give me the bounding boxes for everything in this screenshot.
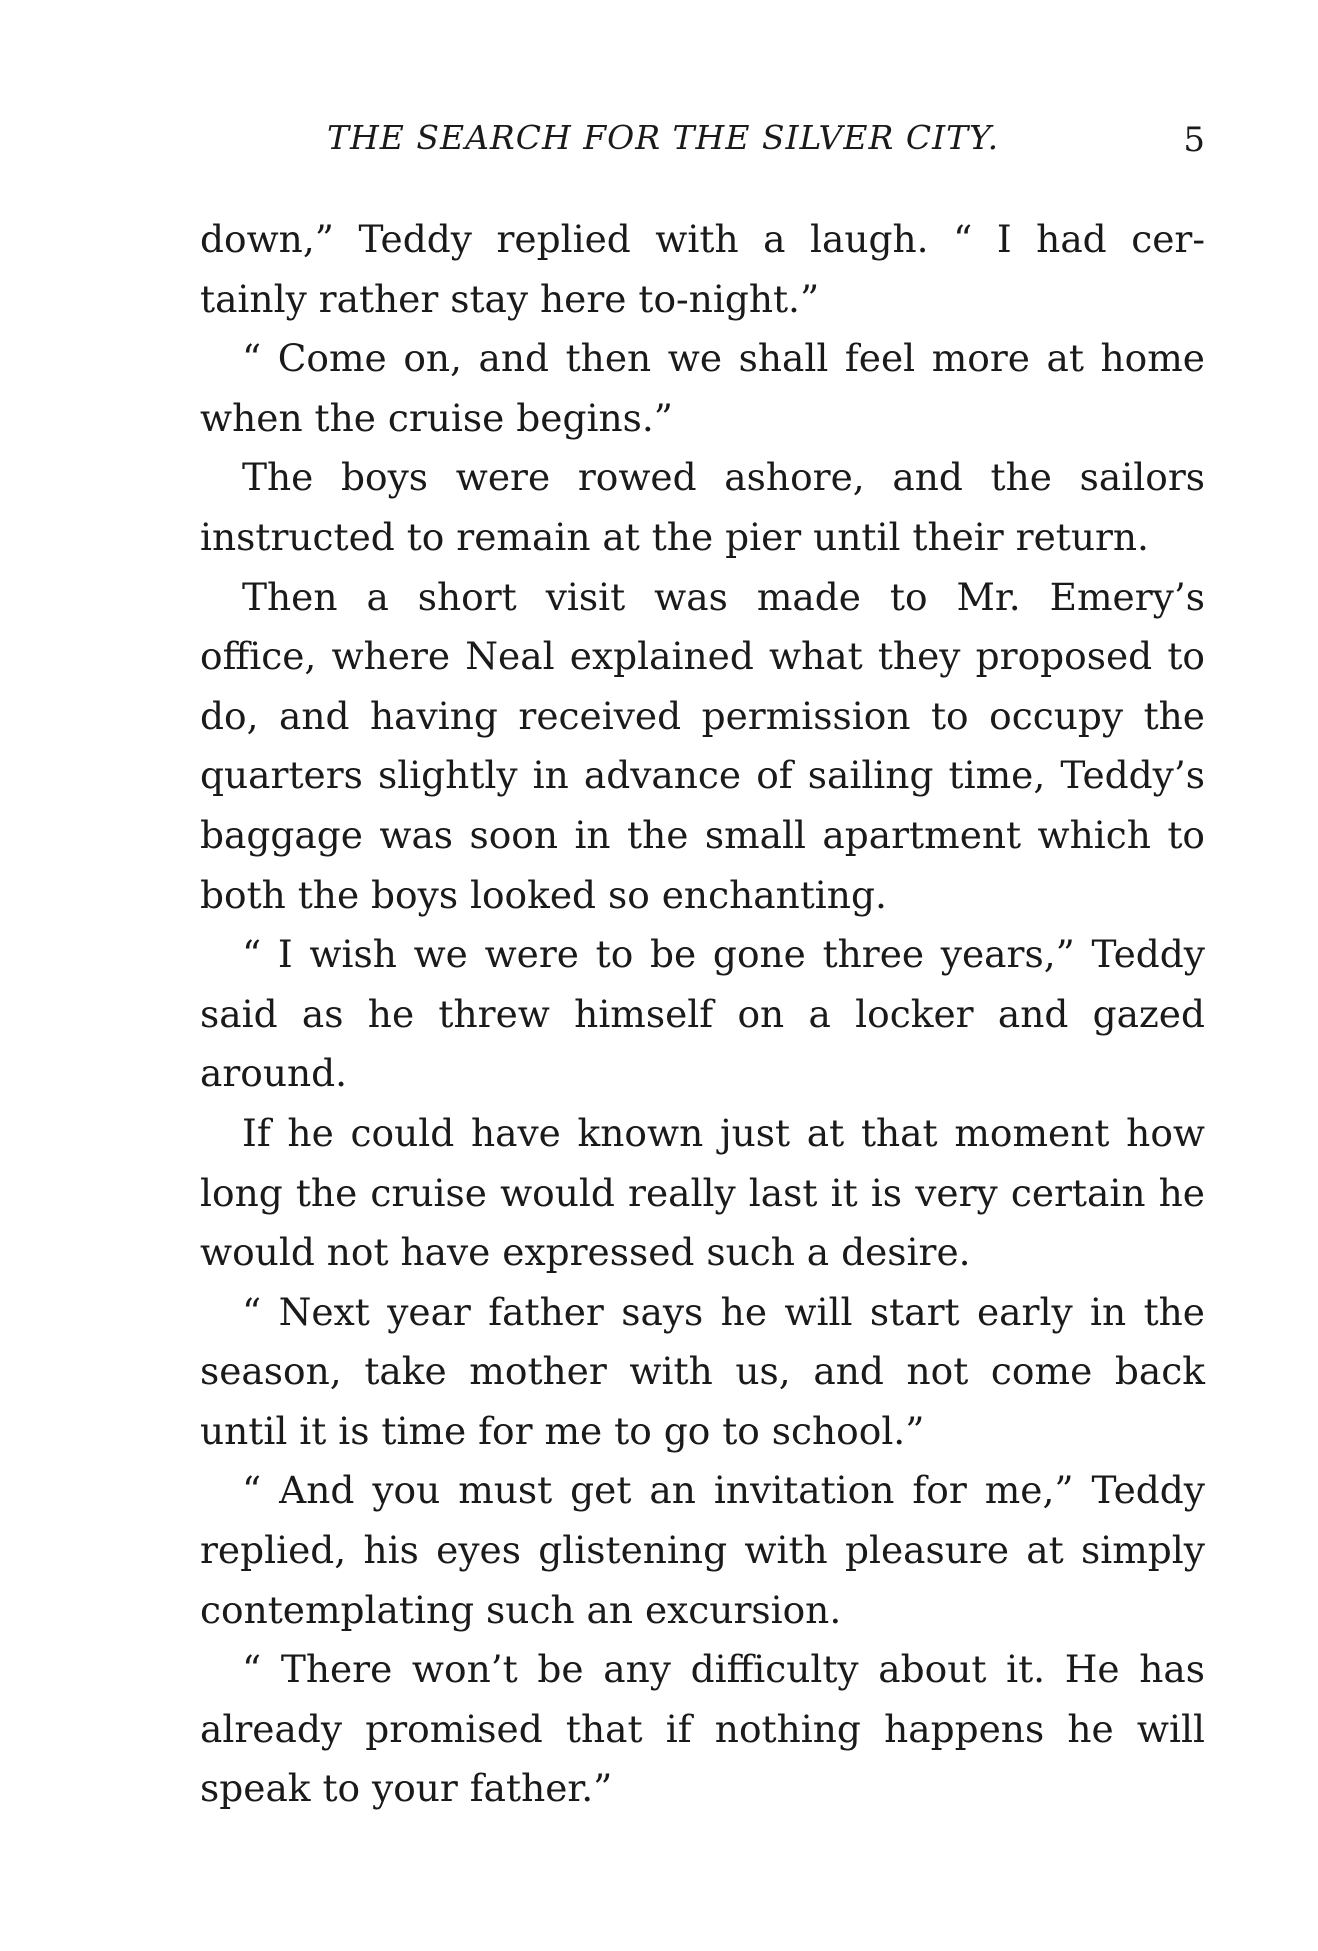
text-line: quarters slightly in advance of sailing time, Teddy’s bbox=[200, 753, 1205, 798]
text-line: If he could have known just at that moment how bbox=[242, 1110, 1205, 1155]
paragraph bbox=[200, 210, 1205, 329]
paragraph bbox=[200, 1461, 1205, 1640]
text-line: speak to your father.” bbox=[200, 1766, 613, 1811]
text-line: The boys were rowed ashore, and the sailors bbox=[242, 455, 1205, 500]
text-line: already promised that if nothing happens he will bbox=[200, 1706, 1205, 1751]
paragraph bbox=[200, 329, 1205, 448]
text-line: office, where Neal explained what they proposed to bbox=[200, 634, 1205, 679]
text-line: “ And you must get an invitation for me,” Teddy bbox=[242, 1468, 1205, 1513]
running-title: THE SEARCH FOR THE SILVER CITY. bbox=[327, 118, 1000, 157]
text-line: both the boys looked so enchanting. bbox=[200, 872, 887, 917]
text-line: tainly rather stay here to-night.” bbox=[200, 276, 820, 321]
paragraph bbox=[200, 448, 1205, 567]
text-line: replied, his eyes glistening with pleasure at simply bbox=[200, 1528, 1205, 1573]
paragraph bbox=[200, 568, 1205, 926]
paragraph bbox=[200, 925, 1205, 1104]
paragraph bbox=[200, 1104, 1205, 1283]
text-line: around. bbox=[200, 1051, 348, 1096]
text-line: “ I wish we were to be gone three years,” Teddy bbox=[242, 932, 1205, 977]
text-line: would not have expressed such a desire. bbox=[200, 1230, 971, 1275]
text-line: long the cruise would really last it is very certain he bbox=[200, 1170, 1205, 1215]
text-line: “ Come on, and then we shall feel more at home bbox=[242, 336, 1205, 381]
text-line: when the cruise begins.” bbox=[200, 395, 673, 440]
text-line: until it is time for me to go to school.” bbox=[200, 1408, 925, 1453]
paragraph bbox=[200, 1283, 1205, 1462]
text-line: down,” Teddy replied with a laugh. “ I had cer- bbox=[200, 217, 1205, 261]
paragraph bbox=[200, 1640, 1205, 1819]
body-text bbox=[200, 210, 1205, 1819]
text-line: said as he threw himself on a locker and gazed bbox=[200, 991, 1205, 1036]
text-line: “ There won’t be any difficulty about it. He has bbox=[242, 1647, 1205, 1692]
text-line: instructed to remain at the pier until their return. bbox=[200, 514, 1149, 559]
page-number: 5 bbox=[1183, 120, 1205, 160]
running-head bbox=[200, 118, 1205, 168]
text-line: season, take mother with us, and not come back bbox=[200, 1349, 1205, 1394]
text-line: baggage was soon in the small apartment which to bbox=[200, 812, 1205, 857]
text-line: do, and having received permission to occupy the bbox=[200, 693, 1205, 738]
text-line: Then a short visit was made to Mr. Emery’s bbox=[242, 574, 1205, 619]
text-line: “ Next year father says he will start early in the bbox=[242, 1289, 1205, 1334]
text-line: contemplating such an excursion. bbox=[200, 1587, 842, 1632]
